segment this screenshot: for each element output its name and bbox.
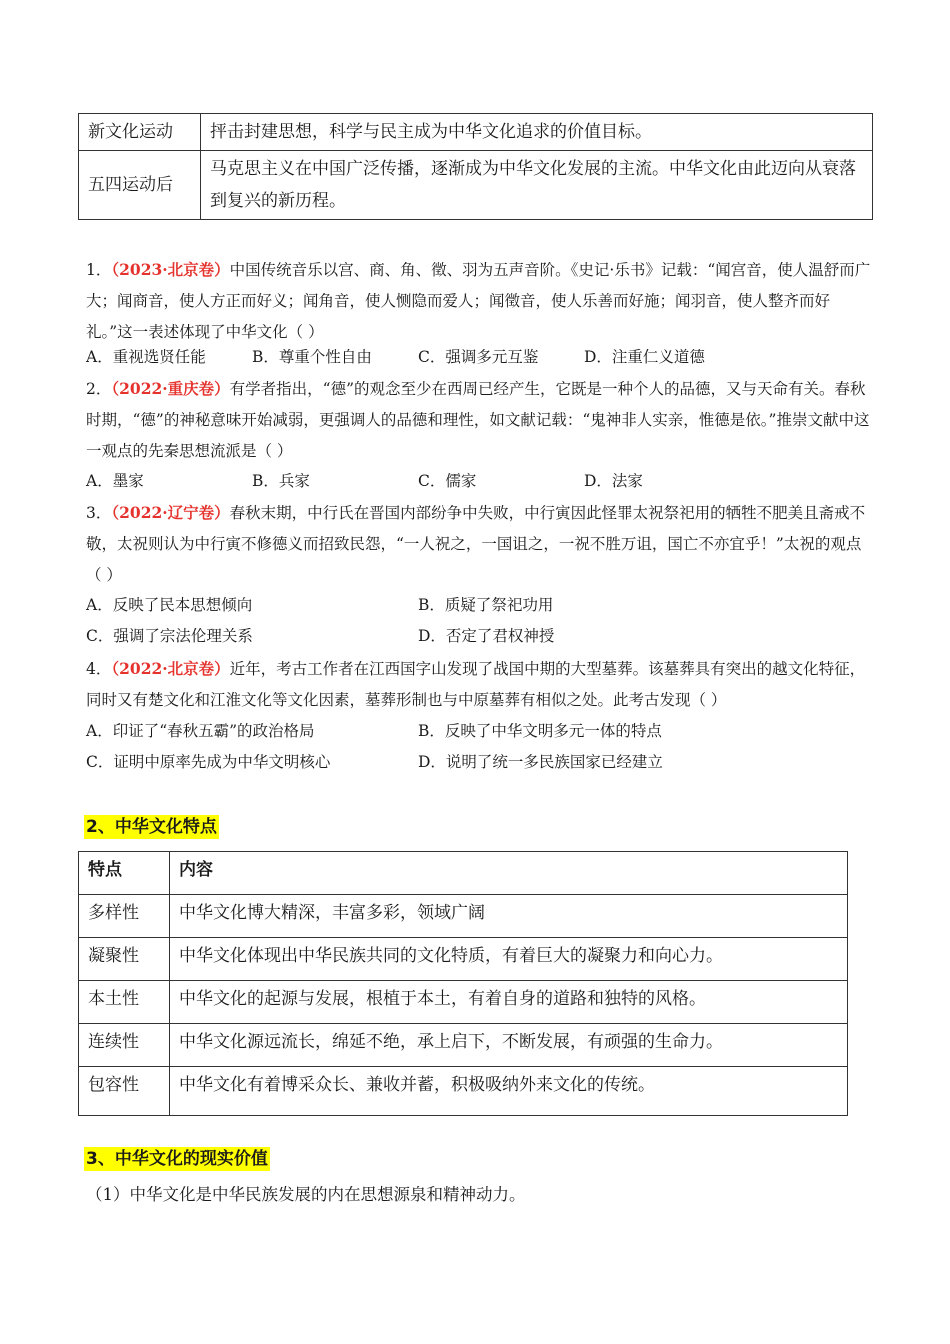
option-b[interactable]: B．质疑了祭祀功用 <box>418 596 554 614</box>
table-row <box>79 981 848 1024</box>
table-row <box>79 151 873 220</box>
question-number: 1． <box>86 261 112 279</box>
option-c[interactable]: C．强调多元互鉴 <box>418 348 539 366</box>
question-2 <box>86 373 876 467</box>
option-b[interactable]: B．兵家 <box>252 472 310 490</box>
trait-cell: 凝聚性 <box>79 938 170 981</box>
option-b[interactable]: B．反映了中华文明多元一体的特点 <box>418 722 662 740</box>
option-a[interactable]: A．重视选贤任能 <box>86 348 206 366</box>
question-3 <box>86 497 876 591</box>
option-c[interactable]: C．儒家 <box>418 472 477 490</box>
option-b[interactable]: B．尊重个性自由 <box>252 348 372 366</box>
table-row <box>79 895 848 938</box>
header-trait: 特点 <box>79 852 170 895</box>
option-a[interactable]: A．墨家 <box>86 472 144 490</box>
content-cell: 中华文化博大精深，丰富多彩，领域广阔 <box>170 895 848 938</box>
option-d[interactable]: D．法家 <box>584 472 643 490</box>
period-cell: 五四运动后 <box>79 151 201 220</box>
section-heading: 3、中华文化的现实价值 <box>86 1149 268 1169</box>
table-row <box>79 114 873 151</box>
option-a[interactable]: A．反映了民本思想倾向 <box>86 596 253 614</box>
question-number: 2． <box>86 380 112 398</box>
question-text: 春秋末期，中行氏在晋国内部纷争中失败，中行寅因此怪罪太祝祭祀用的牺牲不肥美且斋戒不敬，太祝则认为中行寅不修德义而招致民怨，“一人祝之，一国诅之，一祝不胜万诅，国亡不亦宜乎！”太祝的观点（ ） <box>86 504 866 584</box>
option-d[interactable]: D．注重仁义道德 <box>584 348 705 366</box>
question-4 <box>86 653 876 716</box>
header-content: 内容 <box>170 852 848 895</box>
trait-cell: 包容性 <box>79 1067 170 1116</box>
paragraph: （1）中华文化是中华民族发展的内在思想源泉和精神动力。 <box>86 1185 526 1204</box>
option-c[interactable]: C．证明中原率先成为中华文明核心 <box>86 753 331 771</box>
option-d[interactable]: D．否定了君权神授 <box>418 627 555 645</box>
table-row <box>79 1067 848 1116</box>
question-text: 中国传统音乐以宫、商、角、徵、羽为五声音阶。《史记·乐书》记载：“闻宫音，使人温舒而广大；闻商音，使人方正而好义；闻角音，使人恻隐而爱人；闻徵音，使人乐善而好施；闻羽音，使人整齐而好礼。”这一表述体现了中华文化（ ） <box>86 261 871 341</box>
question-1 <box>86 254 876 348</box>
traits-table <box>78 851 848 1116</box>
trait-cell: 多样性 <box>79 895 170 938</box>
content-cell: 中华文化源远流长，绵延不绝，承上启下，不断发展，有顽强的生命力。 <box>170 1024 848 1067</box>
question-source: （2022·北京卷） <box>111 659 230 678</box>
question-text: 近年，考古工作者在江西国字山发现了战国中期的大型墓葬。该墓葬具有突出的越文化特征，同时又有楚文化和江淮文化等文化因素，墓葬形制也与中原墓葬有相似之处。此考古发现（ ） <box>86 660 866 709</box>
trait-cell: 连续性 <box>79 1024 170 1067</box>
table-row <box>79 938 848 981</box>
desc-cell: 抨击封建思想，科学与民主成为中华文化追求的价值目标。 <box>201 114 873 151</box>
question-source: （2023·北京卷） <box>111 260 230 279</box>
desc-cell: 马克思主义在中国广泛传播，逐渐成为中华文化发展的主流。中华文化由此迈向从衰落到复兴的新历程。 <box>201 151 873 220</box>
section-heading: 2、中华文化特点 <box>86 817 217 837</box>
option-c[interactable]: C．强调了宗法伦理关系 <box>86 627 253 645</box>
table-header-row <box>79 852 848 895</box>
period-cell: 新文化运动 <box>79 114 201 151</box>
question-source: （2022·辽宁卷） <box>111 503 230 522</box>
option-d[interactable]: D．说明了统一多民族国家已经建立 <box>418 753 663 771</box>
table-row <box>79 1024 848 1067</box>
option-a[interactable]: A．印证了“春秋五霸”的政治格局 <box>86 722 315 740</box>
question-number: 3． <box>86 504 112 522</box>
history-table <box>78 113 873 220</box>
content-cell: 中华文化的起源与发展，根植于本土，有着自身的道路和独特的风格。 <box>170 981 848 1024</box>
content-cell: 中华文化体现出中华民族共同的文化特质，有着巨大的凝聚力和向心力。 <box>170 938 848 981</box>
question-source: （2022·重庆卷） <box>111 379 230 398</box>
question-number: 4． <box>86 660 112 678</box>
question-text: 有学者指出，“德”的观念至少在西周已经产生，它既是一种个人的品德，又与天命有关。春秋时期，“德”的神秘意味开始减弱，更强调人的品德和理性，如文献记载：“鬼神非人实亲，惟德是依。”推崇文献中这一观点的先秦思想流派是（ ） <box>86 380 870 460</box>
content-cell: 中华文化有着博采众长、兼收并蓄，积极吸纳外来文化的传统。 <box>170 1067 848 1116</box>
trait-cell: 本土性 <box>79 981 170 1024</box>
